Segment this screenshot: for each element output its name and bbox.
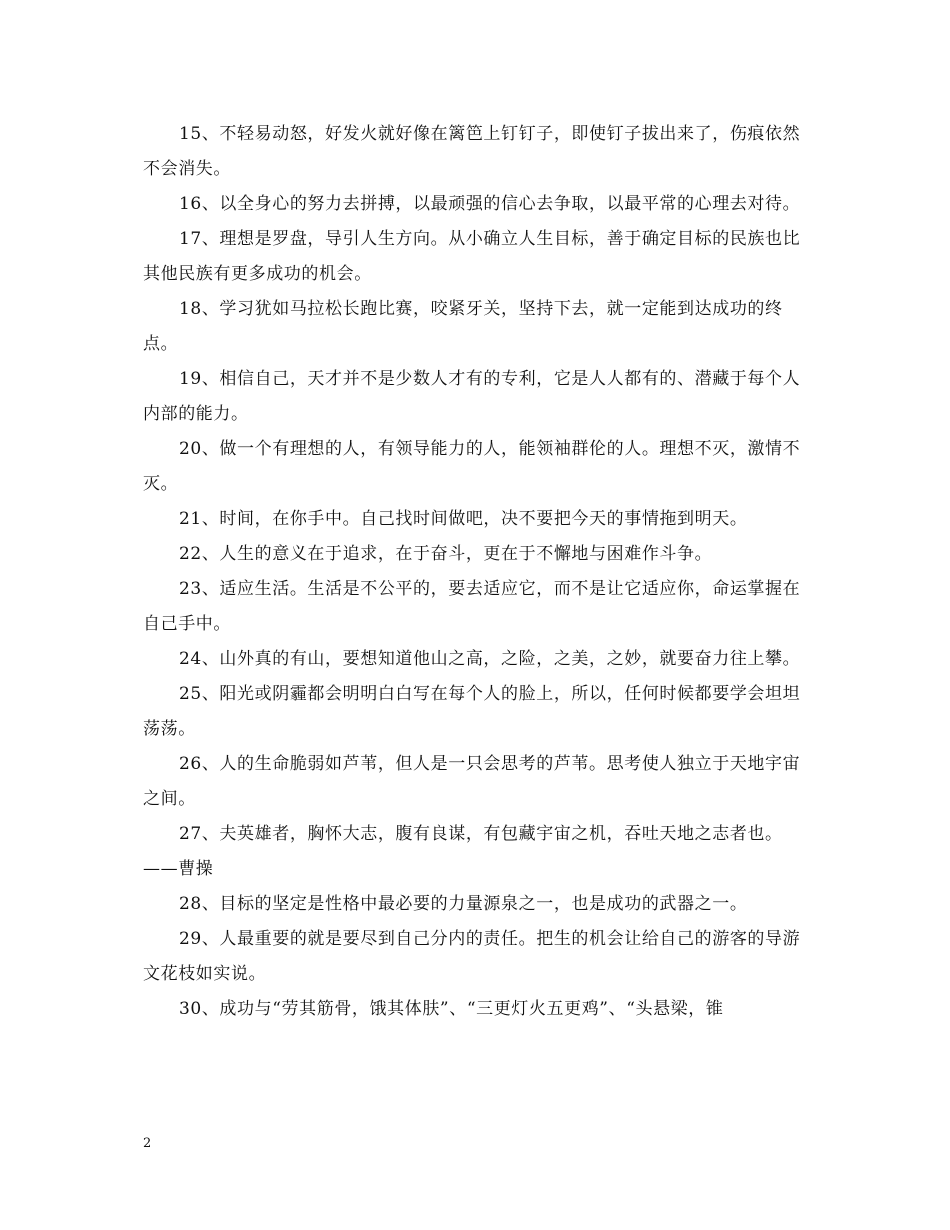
paragraph-19: 19、相信自己，天才并不是少数人才有的专利，它是人人都有的、潜藏于每个人内部的能力。 (143, 369, 801, 424)
paragraph-22: 22、人生的意义在于追求，在于奋斗，更在于不懈地与困难作斗争。 (179, 544, 713, 564)
paragraph-20: 20、做一个有理想的人，有领导能力的人，能领袖群伦的人。理想不灭，激情不灭。 (143, 439, 801, 494)
paragraph-28: 28、目标的坚定是性格中最必要的力量源泉之一，也是成功的武器之一。 (179, 894, 748, 914)
paragraph-16: 16、以全身心的努力去拼搏，以最顽强的信心去争取，以最平常的心理去对待。 (179, 194, 801, 214)
paragraph-30: 30、成功与“劳其筋骨，饿其体肤”、“三更灯火五更鸡”、“头悬梁，锥 (179, 999, 724, 1019)
paragraph-23: 23、适应生活。生活是不公平的，要去适应它，而不是让它适应你，命运掌握在自己手中。 (143, 579, 801, 634)
paragraph-26: 26、人的生命脆弱如芦苇，但人是一只会思考的芦苇。思考使人独立于天地宇宙之间。 (143, 754, 801, 809)
paragraph-17: 17、理想是罗盘，导引人生方向。从小确立人生目标，善于确定目标的民族也比其他民族有更多成功的机会。 (143, 229, 801, 284)
page-content (143, 117, 815, 1027)
paragraph-21: 21、时间，在你手中。自己找时间做吧，决不要把今天的事情拖到明天。 (179, 509, 748, 529)
page-number: 2 (143, 1136, 152, 1151)
paragraph-29: 29、人最重要的就是要尽到自己分内的责任。把生的机会让给自己的游客的导游文花枝如实说。 (143, 929, 801, 984)
paragraph-15: 15、不轻易动怒，好发火就好像在篱笆上钉钉子，即使钉子拔出来了，伤痕依然不会消失。 (143, 124, 801, 179)
paragraph-27: 27、夫英雄者，胸怀大志，腹有良谋，有包藏宇宙之机，吞吐天地之志者也。——曹操 (143, 824, 783, 879)
paragraph-25: 25、阳光或阴霾都会明明白白写在每个人的脸上，所以，任何时候都要学会坦坦荡荡。 (143, 684, 801, 739)
paragraph-24: 24、山外真的有山，要想知道他山之高，之险，之美，之妙，就要奋力往上攀。 (179, 649, 801, 669)
paragraph-18: 18、学习犹如马拉松长跑比赛，咬紧牙关，坚持下去，就一定能到达成功的终点。 (143, 299, 783, 354)
